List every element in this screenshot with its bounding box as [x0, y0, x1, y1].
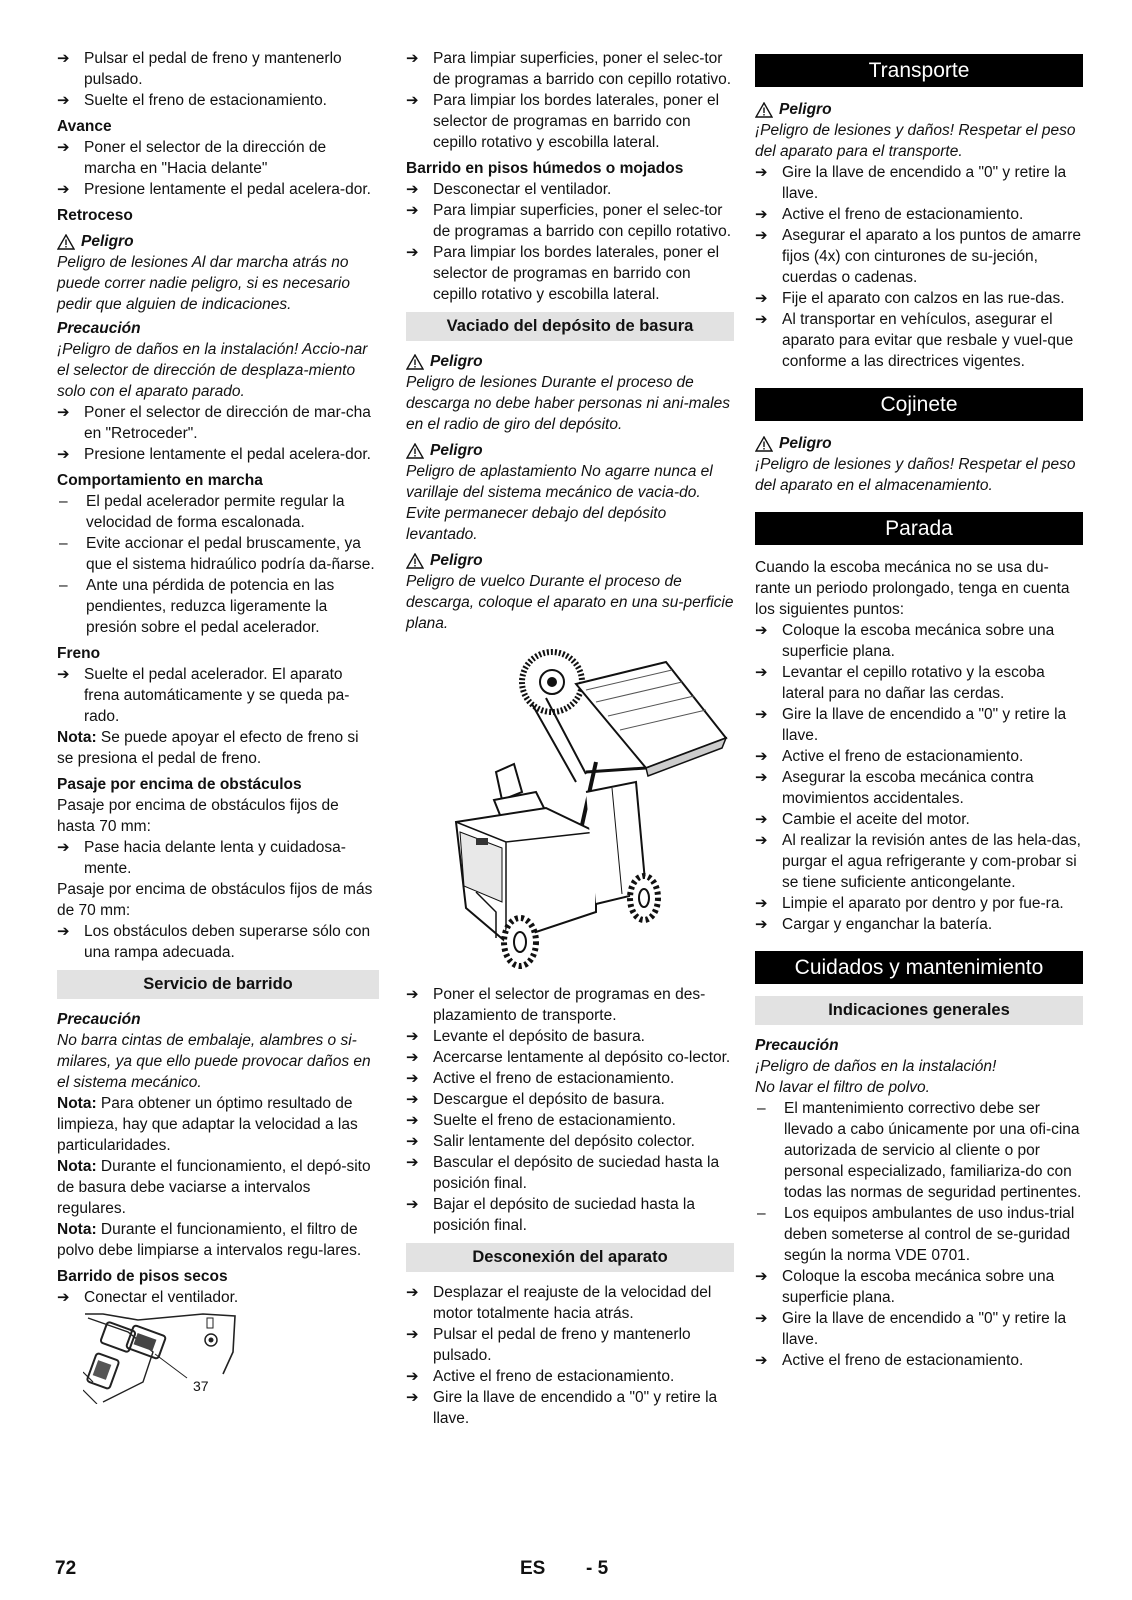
warning-text: Peligro de aplastamiento No agarre nunca el varillaje del sistema mecánico de vacia-do. Evite permanecer debajo del depósito levantado. — [406, 463, 713, 543]
arrow-icon: ➔ — [755, 706, 768, 723]
column-3 — [755, 48, 1083, 1371]
item-text: Active el freno de estacionamiento. — [782, 206, 1024, 223]
section-heading-indicaciones: Indicaciones generales — [755, 996, 1083, 1025]
item-text: Conectar el ventilador. — [84, 1289, 239, 1306]
item-text: El mantenimiento correctivo debe ser llevado a cabo únicamente por una ofi-cina autorizada de servicio al cliente o por personal especializado, familiariza-do con todas las normas de seguridad pertinentes. — [784, 1100, 1082, 1201]
warning-triangle-icon — [57, 234, 75, 250]
item-text: Poner el selector de dirección de mar-cha en "Retroceder". — [84, 404, 371, 442]
arrow-icon: ➔ — [406, 1091, 419, 1108]
subheading-humedos: Barrido en pisos húmedos o mojados — [406, 160, 684, 177]
arrow-list — [57, 402, 379, 465]
arrow-item — [406, 1068, 734, 1089]
item-text: Coloque la escoba mecánica sobre una superficie plana. — [782, 622, 1055, 660]
arrow-icon: ➔ — [755, 895, 768, 912]
arrow-item — [406, 1282, 734, 1324]
arrow-list — [406, 1282, 734, 1429]
column-2 — [406, 48, 734, 1429]
arrow-item — [57, 1287, 379, 1308]
note: Nota: Durante el funcionamiento, el filtro de polvo debe limpiarse a intervalos regu-lares. — [57, 1221, 362, 1259]
arrow-icon: ➔ — [406, 50, 419, 67]
item-text: Presione lentamente el pedal acelera-dor. — [84, 446, 371, 463]
arrow-item — [755, 288, 1083, 309]
arrow-icon: ➔ — [406, 1326, 419, 1343]
arrow-item — [57, 48, 379, 90]
item-text: Al realizar la revisión antes de las hela-das, purgar el agua refrigerante y com-probar si se tiene suficiente anticongelante. — [782, 832, 1081, 891]
section-heading-cuidados: Cuidados y mantenimiento — [755, 951, 1083, 984]
dash-item — [755, 1203, 1083, 1266]
warning-text: Peligro de lesiones Al dar marcha atrás no puede correr nadie peligro, si es necesario pedir que alguien de indicaciones. — [57, 254, 350, 313]
item-text: Para limpiar superficies, poner el selec-tor de programas a barrido con cepillo rotativo. — [433, 50, 732, 88]
arrow-item — [755, 893, 1083, 914]
arrow-item — [406, 1110, 734, 1131]
arrow-icon: ➔ — [755, 916, 768, 933]
language-code: ES — [520, 1558, 546, 1579]
arrow-icon: ➔ — [57, 839, 70, 856]
arrow-item — [57, 179, 379, 200]
arrow-item — [755, 225, 1083, 288]
item-text: Al transportar en vehículos, asegurar el aparato para evitar que resbale y vuel-que conforme a las directrices vigentes. — [782, 311, 1074, 370]
arrow-item — [406, 1194, 734, 1236]
arrow-item — [406, 1387, 734, 1429]
arrow-icon: ➔ — [57, 446, 70, 463]
subheading-retroceso: Retroceso — [57, 207, 133, 224]
item-text: Active el freno de estacionamiento. — [782, 1352, 1024, 1369]
item-text: Bajar el depósito de suciedad hasta la posición final. — [433, 1196, 695, 1234]
section-heading-cojinete: Cojinete — [755, 388, 1083, 421]
arrow-item — [406, 200, 734, 242]
dash-item — [57, 491, 379, 533]
subheading-avance: Avance — [57, 118, 112, 135]
dash-icon: – — [757, 1100, 766, 1117]
arrow-item — [406, 179, 734, 200]
arrow-list — [755, 620, 1083, 935]
item-text: Gire la llave de encendido a "0" y retire la llave. — [433, 1389, 718, 1427]
arrow-item — [755, 1308, 1083, 1350]
dash-item — [755, 1098, 1083, 1203]
arrow-item — [57, 664, 379, 727]
arrow-icon: ➔ — [406, 92, 419, 109]
item-text: Acercarse lentamente al depósito co-lector. — [433, 1049, 731, 1066]
subheading-pasaje: Pasaje por encima de obstáculos — [57, 776, 302, 793]
arrow-icon: ➔ — [57, 1289, 70, 1306]
item-text: Active el freno de estacionamiento. — [782, 748, 1024, 765]
arrow-item — [755, 704, 1083, 746]
arrow-item — [57, 90, 379, 111]
subheading-comportamiento: Comportamiento en marcha — [57, 472, 263, 489]
item-text: Presione lentamente el pedal acelera-dor. — [84, 181, 371, 198]
arrow-icon: ➔ — [57, 666, 70, 683]
arrow-icon: ➔ — [57, 139, 70, 156]
warning-triangle-icon — [755, 436, 773, 452]
subheading-secos: Barrido de pisos secos — [57, 1268, 228, 1285]
arrow-icon: ➔ — [406, 1196, 419, 1213]
arrow-item — [57, 444, 379, 465]
paragraph: Cuando la escoba mecánica no se usa du-rante un periodo prolongado, tenga en cuenta los siguientes puntos: — [755, 559, 1070, 618]
arrow-icon: ➔ — [57, 404, 70, 421]
arrow-icon: ➔ — [755, 748, 768, 765]
arrow-icon: ➔ — [406, 1049, 419, 1066]
arrow-item — [406, 1366, 734, 1387]
arrow-item — [57, 402, 379, 444]
arrow-item — [406, 48, 734, 90]
figure-label: 37 — [193, 1378, 209, 1394]
control-panel-illustration — [83, 1312, 243, 1404]
arrow-list — [406, 984, 734, 1236]
warning-label: Peligro — [406, 440, 734, 461]
section-heading-transporte: Transporte — [755, 54, 1083, 87]
warning-label: Peligro — [406, 351, 734, 372]
item-text: Gire la llave de encendido a "0" y retire la llave. — [782, 164, 1067, 202]
note: Nota: Se puede apoyar el efecto de freno si se presiona el pedal de freno. — [57, 729, 359, 767]
arrow-icon: ➔ — [755, 769, 768, 786]
arrow-icon: ➔ — [57, 923, 70, 940]
warning-triangle-icon — [406, 553, 424, 569]
item-text: Suelte el freno de estacionamiento. — [84, 92, 327, 109]
arrow-icon: ➔ — [755, 1268, 768, 1285]
caution-label: Precaución — [57, 1011, 141, 1028]
arrow-icon: ➔ — [406, 202, 419, 219]
arrow-icon: ➔ — [406, 1284, 419, 1301]
warning-label: Peligro — [406, 550, 734, 571]
item-text: Para limpiar superficies, poner el selec-tor de programas a barrido con cepillo rotativo. — [433, 202, 732, 240]
section-heading-parada: Parada — [755, 512, 1083, 545]
dash-icon: – — [59, 535, 68, 552]
arrow-item — [406, 242, 734, 305]
arrow-item — [406, 1026, 734, 1047]
section-heading-desconexion: Desconexión del aparato — [406, 1243, 734, 1272]
arrow-list — [755, 1266, 1083, 1371]
warning-triangle-icon — [406, 443, 424, 459]
arrow-icon: ➔ — [755, 622, 768, 639]
item-text: Gire la llave de encendido a "0" y retire la llave. — [782, 1310, 1067, 1348]
section-heading-servicio: Servicio de barrido — [57, 970, 379, 999]
arrow-icon: ➔ — [406, 181, 419, 198]
arrow-list — [57, 48, 379, 111]
column-1 — [57, 48, 379, 1404]
arrow-icon: ➔ — [755, 206, 768, 223]
warning-label: Peligro — [57, 231, 379, 252]
item-text: Bascular el depósito de suciedad hasta la posición final. — [433, 1154, 720, 1192]
arrow-icon: ➔ — [755, 664, 768, 681]
arrow-icon: ➔ — [406, 986, 419, 1003]
arrow-item — [755, 767, 1083, 809]
arrow-list — [57, 1287, 379, 1308]
arrow-list — [57, 664, 379, 727]
arrow-item — [755, 204, 1083, 225]
item-text: El pedal acelerador permite regular la velocidad de forma escalonada. — [86, 493, 345, 531]
dash-icon: – — [59, 493, 68, 510]
arrow-item — [755, 309, 1083, 372]
arrow-icon: ➔ — [755, 811, 768, 828]
arrow-icon: ➔ — [406, 1028, 419, 1045]
item-text: Salir lentamente del depósito colector. — [433, 1133, 695, 1150]
section-page-number: - 5 — [586, 1558, 609, 1579]
arrow-list — [57, 137, 379, 200]
arrow-item — [406, 1089, 734, 1110]
sweeper-dump-figure — [406, 634, 734, 984]
dash-list — [57, 491, 379, 638]
arrow-item — [755, 746, 1083, 767]
warning-triangle-icon — [406, 354, 424, 370]
item-text: Desplazar el reajuste de la velocidad del motor totalmente hacia atrás. — [433, 1284, 712, 1322]
arrow-item — [755, 620, 1083, 662]
arrow-icon: ➔ — [755, 1352, 768, 1369]
item-text: Asegurar el aparato a los puntos de amarre fijos (4x) con cinturones de su-jeción, cuerdas o cadenas. — [782, 227, 1081, 286]
item-text: Suelte el freno de estacionamiento. — [433, 1112, 676, 1129]
arrow-item — [406, 1131, 734, 1152]
item-text: Gire la llave de encendido a "0" y retire la llave. — [782, 706, 1067, 744]
arrow-item — [755, 1350, 1083, 1371]
arrow-icon: ➔ — [755, 311, 768, 328]
arrow-icon: ➔ — [755, 290, 768, 307]
arrow-item — [755, 662, 1083, 704]
arrow-item: ➔ Los obstáculos deben superarse sólo con una rampa adecuada. — [57, 923, 371, 961]
arrow-item — [755, 1266, 1083, 1308]
warning-text: ¡Peligro de lesiones y daños! Respetar el peso del aparato para el transporte. — [755, 122, 1076, 160]
arrow-icon: ➔ — [755, 1310, 768, 1327]
arrow-icon: ➔ — [57, 50, 70, 67]
arrow-item — [406, 1047, 734, 1068]
item-text: Levante el depósito de basura. — [433, 1028, 645, 1045]
arrow-icon: ➔ — [406, 244, 419, 261]
paragraph: Pasaje por encima de obstáculos fijos de hasta 70 mm: — [57, 797, 339, 835]
arrow-item — [57, 137, 379, 179]
warning-label: Peligro — [755, 99, 1083, 120]
caution-text: ¡Peligro de daños en la instalación! — [755, 1058, 997, 1075]
paragraph: Pasaje por encima de obstáculos fijos de más de 70 mm: — [57, 881, 373, 919]
sweeper-illustration — [436, 642, 736, 982]
note: Nota: Durante el funcionamiento, el depó-sito de basura debe vaciarse a intervalos regulares. — [57, 1158, 371, 1217]
arrow-item — [406, 1152, 734, 1194]
item-text: Fije el aparato con calzos en las rue-das. — [782, 290, 1065, 307]
arrow-icon: ➔ — [406, 1154, 419, 1171]
arrow-item: ➔ Pase hacia delante lenta y cuidadosa-mente. — [57, 839, 346, 877]
page-number: 72 — [55, 1558, 77, 1579]
arrow-icon: ➔ — [406, 1070, 419, 1087]
dash-item — [57, 533, 379, 575]
arrow-icon: ➔ — [406, 1368, 419, 1385]
arrow-list — [755, 162, 1083, 372]
warning-triangle-icon — [755, 102, 773, 118]
arrow-item — [406, 90, 734, 153]
item-text: Asegurar la escoba mecánica contra movimientos accidentales. — [782, 769, 1034, 807]
warning-label: Peligro — [755, 433, 1083, 454]
item-text: Suelte el pedal acelerador. El aparato frena automáticamente y se queda pa-rado. — [84, 666, 350, 725]
item-text: Poner el selector de programas en des-plazamiento de transporte. — [433, 986, 706, 1024]
item-text: Para limpiar los bordes laterales, poner el selector de programas en barrido con cepillo rotativo y escobilla lateral. — [433, 244, 720, 303]
subheading-freno: Freno — [57, 645, 101, 662]
arrow-icon: ➔ — [406, 1133, 419, 1150]
item-text: Pulsar el pedal de freno y mantenerlo pulsado. — [433, 1326, 691, 1364]
arrow-icon: ➔ — [57, 181, 70, 198]
arrow-item — [755, 809, 1083, 830]
dash-item — [57, 575, 379, 638]
arrow-list — [406, 48, 734, 153]
dash-icon: – — [59, 577, 68, 594]
arrow-icon: ➔ — [755, 227, 768, 244]
dash-list — [755, 1098, 1083, 1266]
arrow-icon: ➔ — [57, 92, 70, 109]
item-text: Pulsar el pedal de freno y mantenerlo pulsado. — [84, 50, 342, 88]
item-text: Levantar el cepillo rotativo y la escoba lateral para no dañar las cerdas. — [782, 664, 1045, 702]
control-panel-figure — [57, 1312, 379, 1404]
caution-label: Precaución — [755, 1037, 839, 1054]
arrow-item — [406, 984, 734, 1026]
arrow-item — [755, 914, 1083, 935]
arrow-item — [406, 1324, 734, 1366]
warning-text: Peligro de lesiones Durante el proceso de descarga no debe haber personas ni ani-males en el radio de giro del depósito. — [406, 374, 730, 433]
arrow-list — [406, 179, 734, 305]
item-text: Cambie el aceite del motor. — [782, 811, 970, 828]
arrow-icon: ➔ — [406, 1389, 419, 1406]
item-text: Evite accionar el pedal bruscamente, ya que el sistema hidraúlico podría da-ñarse. — [86, 535, 375, 573]
item-text: Los equipos ambulantes de uso indus-trial deben someterse al control de se-guridad según la norma VDE 0701. — [784, 1205, 1075, 1264]
caution-text: No barra cintas de embalaje, alambres o si-milares, ya que ello puede provocar daños en el sistema mecánico. — [57, 1032, 371, 1091]
arrow-icon: ➔ — [406, 1112, 419, 1129]
arrow-item — [755, 162, 1083, 204]
dash-icon: – — [757, 1205, 766, 1222]
item-text: Poner el selector de la dirección de marcha en "Hacia delante" — [84, 139, 327, 177]
arrow-item — [755, 830, 1083, 893]
item-text: Limpie el aparato por dentro y por fue-ra. — [782, 895, 1064, 912]
item-text: Coloque la escoba mecánica sobre una superficie plana. — [782, 1268, 1055, 1306]
item-text: Ante una pérdida de potencia en las pendientes, reduzca ligeramente la presión sobre el pedal acelerador. — [86, 577, 335, 636]
warning-text: ¡Peligro de lesiones y daños! Respetar el peso del aparato en el almacenamiento. — [755, 456, 1076, 494]
item-text: Cargar y enganchar la batería. — [782, 916, 993, 933]
arrow-icon: ➔ — [755, 164, 768, 181]
item-text: Desconectar el ventilador. — [433, 181, 612, 198]
item-text: Active el freno de estacionamiento. — [433, 1368, 675, 1385]
section-heading-vaciado: Vaciado del depósito de basura — [406, 312, 734, 341]
warning-text: Peligro de vuelco Durante el proceso de descarga, coloque el aparato en una su-perficie plana. — [406, 573, 734, 632]
item-text: Descargue el depósito de basura. — [433, 1091, 665, 1108]
caution-label: Precaución — [57, 320, 141, 337]
caution-text: ¡Peligro de daños en la instalación! Accio-nar el selector de dirección de desplaza-miento solo con el aparato parado. — [57, 341, 368, 400]
caution-text: No lavar el filtro de polvo. — [755, 1079, 930, 1096]
item-text: Active el freno de estacionamiento. — [433, 1070, 675, 1087]
item-text: Para limpiar los bordes laterales, poner el selector de programas en barrido con cepillo rotativo y escobilla lateral. — [433, 92, 720, 151]
arrow-icon: ➔ — [755, 832, 768, 849]
note: Nota: Para obtener un óptimo resultado de limpieza, hay que adaptar la velocidad a las particularidades. — [57, 1095, 358, 1154]
